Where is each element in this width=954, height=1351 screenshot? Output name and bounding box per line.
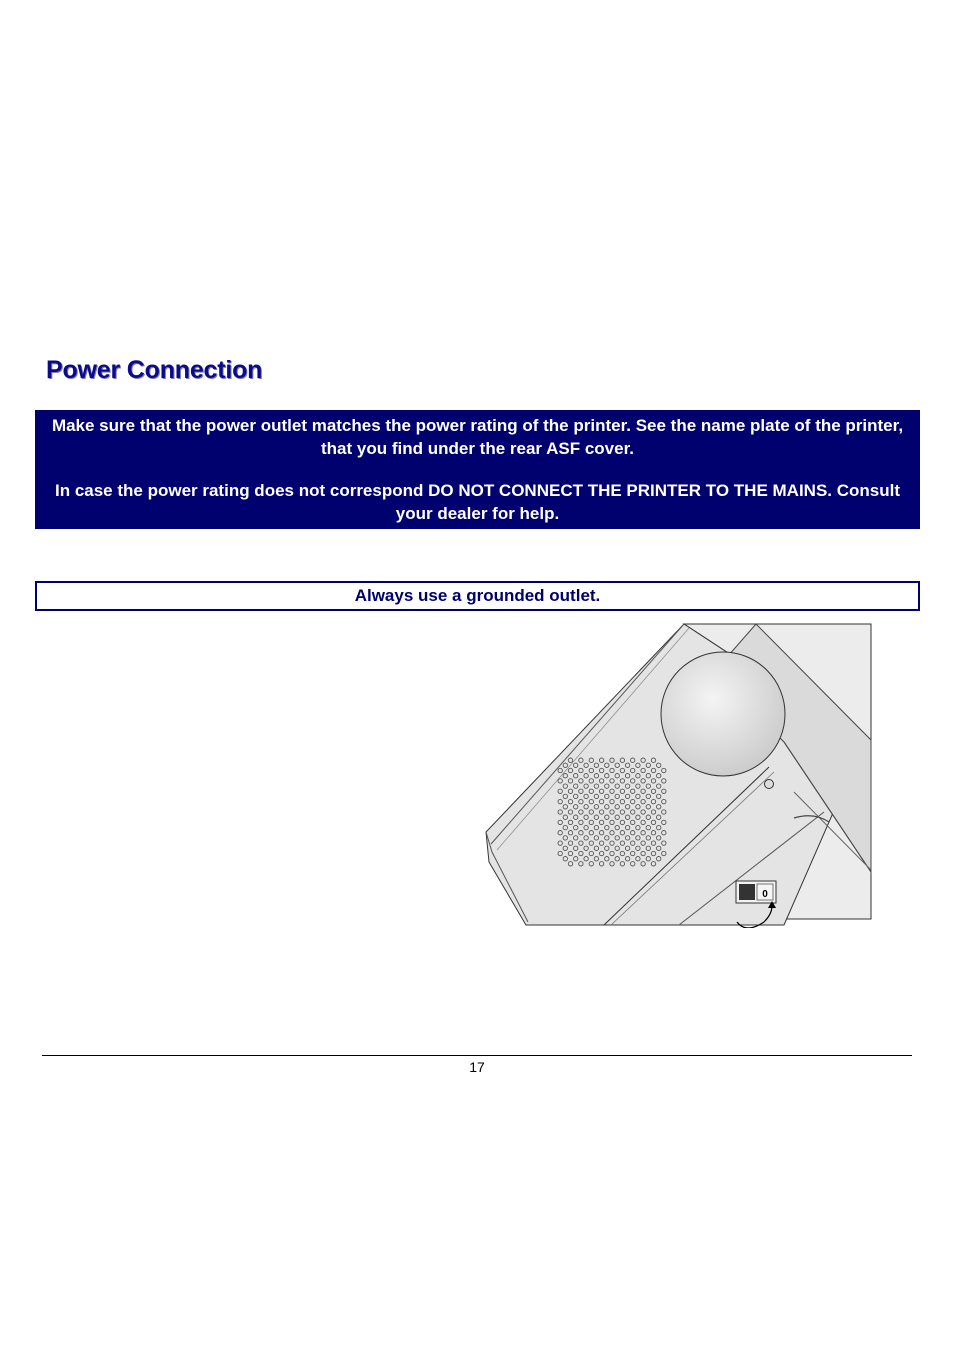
note-text: Always use a grounded outlet. [354, 586, 601, 605]
switch-off-label: 0 [762, 889, 768, 900]
page-number: 17 [469, 1059, 485, 1075]
power-rating-warning [35, 410, 920, 529]
page-title: Power Connection [46, 356, 263, 384]
footer-divider [42, 1055, 912, 1056]
warning-text-2: In case the power rating does not correspond DO NOT CONNECT THE PRINTER TO THE MAINS. Consult your dealer for help. [54, 481, 901, 523]
warning-text-1: Make sure that the power outlet matches the power rating of the printer. See the name plate of the printer, that you find under the rear ASF cover. [51, 416, 904, 458]
printer-power-switch-illustration [484, 622, 876, 928]
grounded-outlet-note [35, 581, 920, 611]
